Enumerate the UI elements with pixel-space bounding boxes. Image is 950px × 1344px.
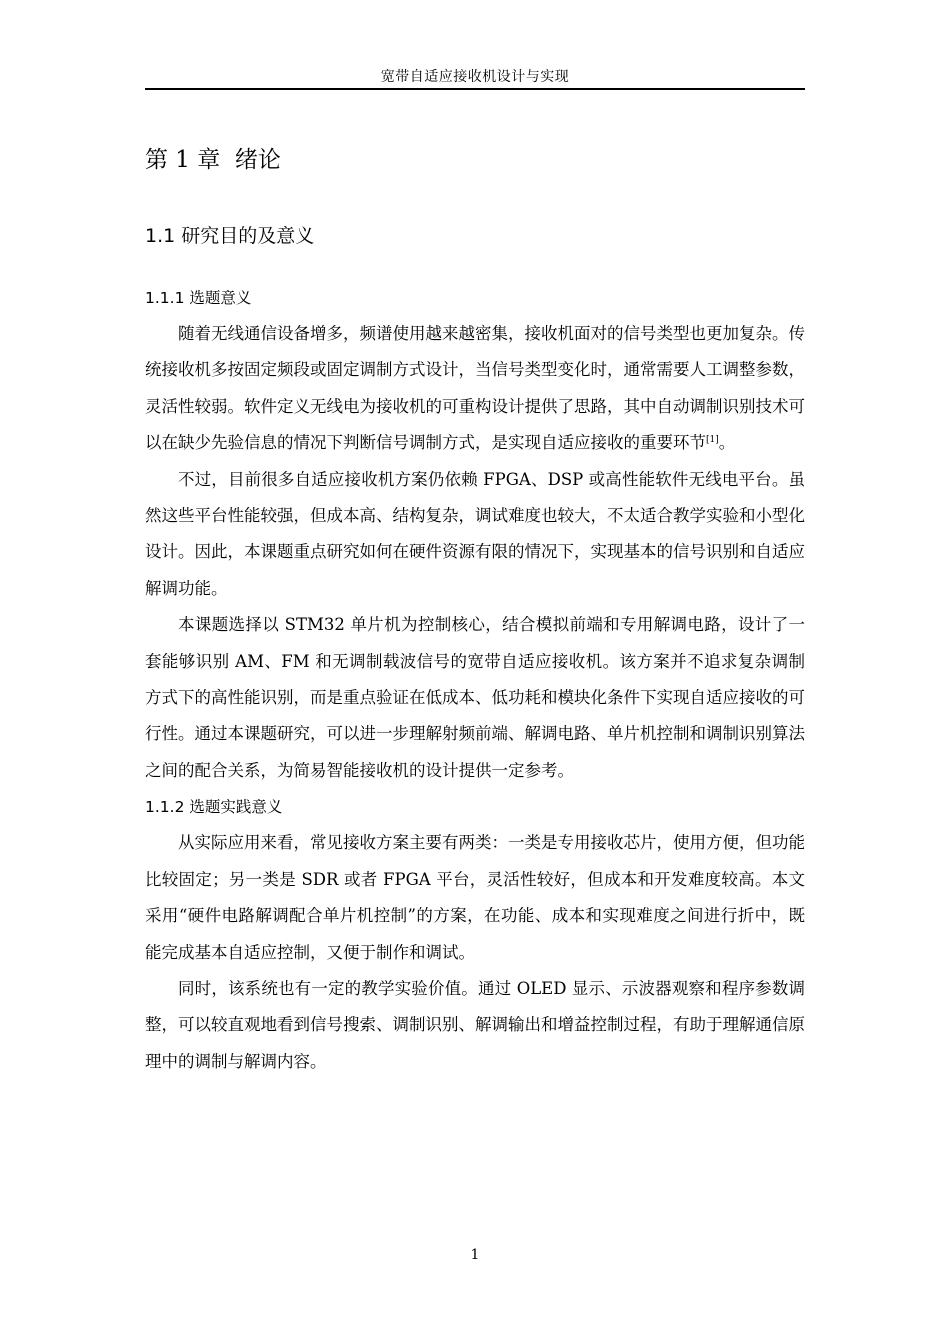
paragraph: 不过，目前很多自适应接收机方案仍依赖 FPGA、DSP 或高性能软件无线电平台。虽然这些平台性能较强，但成本高、结构复杂，调试难度也较大，不太适合教学实验和小型化设计。因此，本课题重点研究如何在硬件资源有限的情况下，实现基本的信号识别和自适应解调功能。 [145,469,805,598]
paragraph-end: 。 [718,433,736,453]
page-number: 1 [470,1247,480,1263]
paragraph-text: 随着无线通信设备增多，频谱使用越来越密集，接收机面对的信号类型也更加复杂。传统接收机多按固定频段或固定调制方式设计，当信号类型变化时，通常需要人工调整参数，灵活性较弱。软件定义无线电为接收机的可重构设计提供了思路，其中自动调制识别技术可以在缺少先验信息的情况下判断信号调制方式，是实现自适应接收的重要环节 [145,324,805,453]
paragraph: 本课题选择以 STM32 单片机为控制核心，结合模拟前端和专用解调电路，设计了一套能够识别 AM、FM 和无调制载波信号的宽带自适应接收机。该方案并不追求复杂调制方式下的高性能识别，而是重点验证在低成本、低功耗和模块化条件下实现自适应接收的可行性。通过本课题研究，可以进一步理解射频前端、解调电路、单片机控制和调制识别算法之间的配合关系，为简易智能接收机的设计提供一定参考。 [145,615,805,780]
section-heading-1-1: 1.1 研究目的及意义 [145,225,315,247]
citation-ref[interactable]: [1] [706,435,719,446]
running-header: 宽带自适应接收机设计与实现 [380,69,570,85]
page-body [145,138,805,1080]
subsection-heading-1-1-1: 1.1.1 选题意义 [145,289,252,307]
chapter-heading [145,138,805,182]
header-rule [145,88,805,90]
paragraph: 从实际应用来看，常见接收方案主要有两类：一类是专用接收芯片，使用方便，但功能比较固定；另一类是 SDR 或者 FPGA 平台，灵活性较好，但成本和开发难度较高。本文采用“硬件电路解调配合单片机控制”的方案，在功能、成本和实现难度之间进行折中，既能完成基本自适应控制，又便于制作和调试。 [145,833,805,962]
subsection-heading-1-1-2: 1.1.2 选题实践意义 [145,798,283,817]
chapter-number: 第 1 章 [145,147,221,173]
paragraph [145,316,805,462]
paragraph: 同时，该系统也有一定的教学实验价值。通过 OLED 显示、示波器观察和程序参数调整，可以较直观地看到信号搜索、调制识别、解调输出和增益控制过程，有助于理解通信原理中的调制与解调内容。 [145,978,805,1071]
chapter-title: 绪论 [234,147,281,173]
